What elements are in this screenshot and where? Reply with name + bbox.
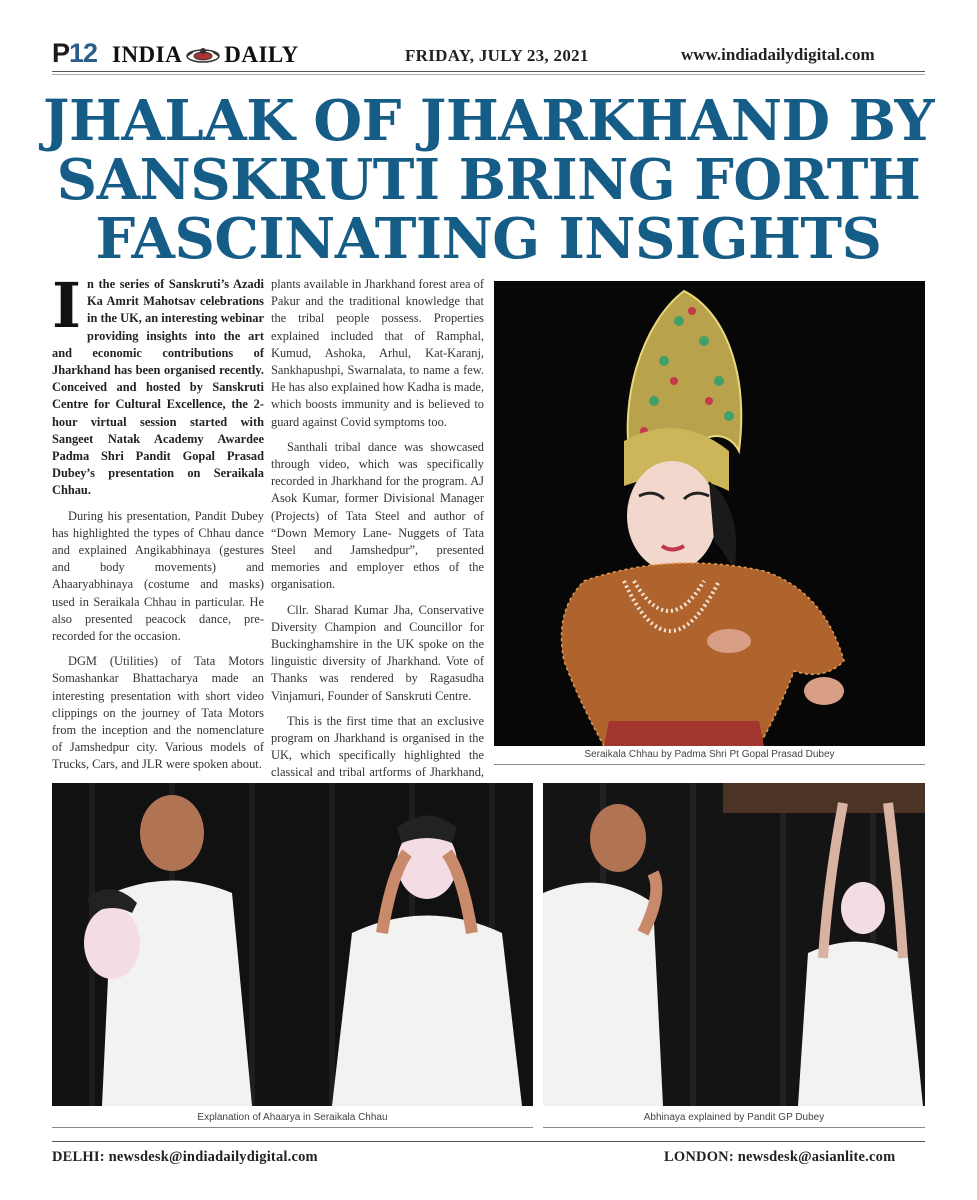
header-rule-thin xyxy=(52,74,925,75)
article-paragraph: During his presentation, Pandit Dubey has highlighted the types of Chhau dance and explained Angikabhinaya (gestures and body movements) and Ahaaryabhinaya (costume and masks) used in Seraikala Chhau in particular. He also presented peacock dance, pre-recorded for the occasion. xyxy=(52,508,264,644)
footer-london-contact: LONDON: newsdesk@asianlite.com xyxy=(664,1149,896,1165)
caption-rule xyxy=(52,1127,533,1128)
bottom-left-photo xyxy=(52,783,533,1106)
footer-rule xyxy=(52,1141,925,1142)
lead-text: n the series of Sanskruti’s Azadi Ka Amrit Mahotsav celebrations in the UK, an interesting webinar providing insights into the art and economic contributions of Jharkhand has been organised recently. Conceived and hosted by Sanskruti Centre for Cultural Excellence, the 2-hour virtual session started with Sangeet Natak Academy Awardee Padma Shri Pandit Gopal Prasad Dubey’s presentation on Seraikala Chhau. xyxy=(52,277,264,498)
website-link[interactable]: www.indiadailydigital.com xyxy=(681,45,875,64)
article-paragraph: This is the first time that an exclusive program on Jharkhand is organised in the UK, which specifically highlighted the classical and tribal artforms of Jharkhand, xyxy=(271,713,484,780)
article-paragraph: DGM (Utilities) of Tata Motors Somashankar Bhattacharya made an interesting presentation with short video clippings on the journey of Tata Motors from the inception and the nomenclature of Jamshedpur city. Various models of Trucks, Cars, and JLR were spoken about. xyxy=(52,654,264,772)
mask-demonstration-illustration xyxy=(52,783,533,1106)
caption-rule xyxy=(543,1127,925,1128)
abhinaya-illustration xyxy=(543,783,925,1106)
logo-text-india: INDIA xyxy=(112,42,183,67)
article-paragraph: plants available in Jharkhand forest area of Pakur and the traditional knowledge that the tribal people possess. Properties explained included that of Ramphal, Kumud, Ashoka, Arhul, Kat-Karanj, Sankhapushpi, Swarnalata, to name a few. He has also explained how Kadha is made, which boosts immunity and is believed to guard against Covid symptoms too. xyxy=(271,277,484,429)
page-prefix: P xyxy=(52,38,70,68)
article-column-1 xyxy=(52,269,264,841)
bottom-right-caption: Abhinaya explained by Pandit GP Dubey xyxy=(643,1112,825,1123)
article-paragraph: Cllr. Sharad Kumar Jha, Conservative Diversity Champion and Councillor for Buckinghamshire in the UK spoke on the linguistic diversity of Jharkhand. Vote of Thanks was rendered by Ragasudha Vinjamuri, Founder of Sanskruti Centre. xyxy=(271,602,484,703)
caption-rule xyxy=(494,764,925,765)
page-number-value: 12 xyxy=(69,38,98,68)
bottom-right-photo xyxy=(543,783,925,1106)
header-rule xyxy=(52,71,925,72)
bottom-left-caption: Explanation of Ahaarya in Seraikala Chhau xyxy=(197,1112,388,1123)
article-column-2 xyxy=(271,276,484,807)
main-photo xyxy=(494,281,925,746)
article-paragraph: Santhali tribal dance was showcased through video, which was specifically recorded in Jharkhand for the program. AJ Asok Kumar, former Divisional Manager (Projects) of Tata Steel and author of “Down Memory Lane- Nuggets of Tata Steel and Jamshedpur”, presented memories and employer ethos of the organisation. xyxy=(271,439,484,592)
masthead-logo xyxy=(112,42,299,68)
drop-cap: I xyxy=(52,269,82,342)
lead-paragraph xyxy=(52,269,264,500)
headline: JHALAK OF JHARKHAND BY SANSKRUTI BRING FORTH FASCINATING INSIGHTS xyxy=(43,88,934,272)
issue-date: FRIDAY, JULY 23, 2021 xyxy=(405,46,589,65)
page-number xyxy=(52,38,97,69)
footer-delhi-contact: DELHI: newsdesk@indiadailydigital.com xyxy=(52,1149,318,1165)
chhau-dancer-illustration xyxy=(494,281,925,746)
emblem-icon xyxy=(185,46,221,64)
logo-text-daily: DAILY xyxy=(224,42,299,67)
main-photo-caption: Seraikala Chhau by Padma Shri Pt Gopal Prasad Dubey xyxy=(584,749,835,760)
